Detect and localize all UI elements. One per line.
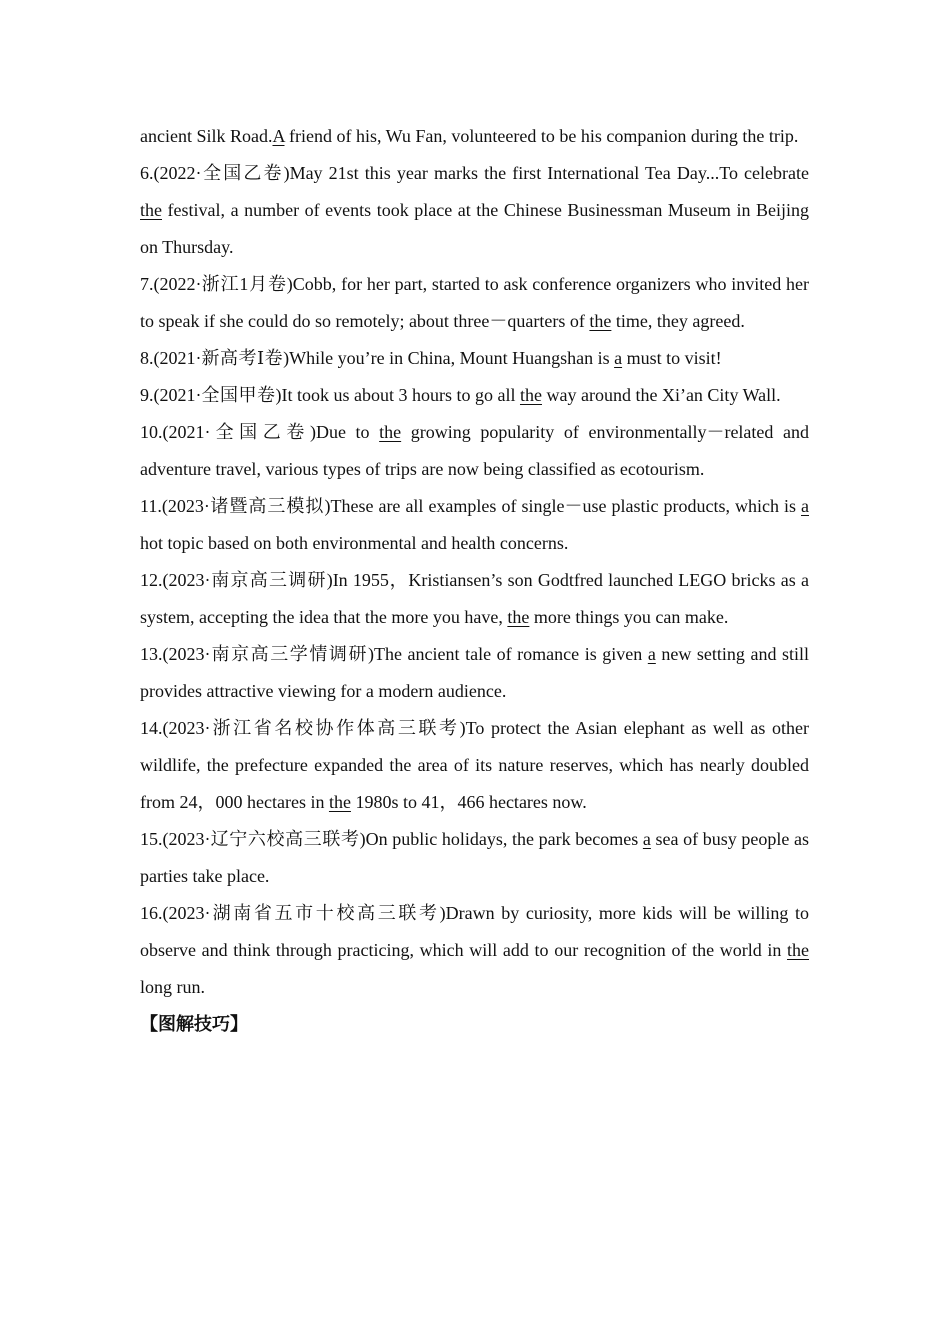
exercise-number: 6.(2022· (140, 163, 202, 183)
exercise-source: 诸暨高三模拟 (209, 496, 325, 516)
sentence-text-before: Due to (315, 422, 380, 442)
sentence-text-after: friend of his, Wu Fan, volunteered to be his companion during the trip. (284, 126, 799, 146)
exercise-source: 浙江1月卷 (201, 274, 287, 294)
exercise-13 (140, 636, 809, 710)
answer-blank: the (507, 607, 530, 627)
exercise-source: 全国乙卷 (210, 422, 310, 442)
sentence-text-before: May 21st this year marks the first International Tea Day...To celebrate (289, 163, 809, 183)
answer-blank: the (589, 311, 612, 331)
exercise-source: 全国乙卷 (201, 163, 284, 183)
sentence-text-before: Cobb, for her part, started to ask conference organizers who invited her to speak if she could do so remotely; about three－quarters of (140, 274, 810, 331)
sentence-text-after: long run. (140, 977, 205, 997)
answer-blank: A (272, 126, 285, 146)
exercise-number: 10.(2021· (140, 422, 211, 442)
exercise-number: 16.(2023· (140, 903, 211, 923)
sentence-text-after: festival, a number of events took place at the Chinese Businessman Museum in Beijing on Thursday. (140, 200, 809, 257)
answer-blank: the (787, 940, 809, 960)
exercise-source: 辽宁六校高三联考 (210, 829, 360, 849)
exercise-number: 13.(2023· (140, 644, 211, 664)
sentence-text-before: ancient Silk Road. (140, 126, 273, 146)
exercise-source: 新高考Ⅰ卷 (201, 348, 284, 368)
answer-blank: a (642, 829, 651, 849)
exercise-16 (140, 895, 809, 1006)
sentence-text-after: growing popularity of environmentally－related and adventure travel, various types of trips are now being classified as ecotourism. (140, 422, 809, 479)
exercise-source-close: ) (283, 348, 290, 368)
exercise-source-close: ) (368, 644, 375, 664)
exercise-source-close: ) (309, 422, 316, 442)
exercise-number: 11.(2023· (140, 496, 210, 516)
answer-blank: the (140, 200, 162, 220)
sentence-text-before: In 1955，Kristiansen’s son Godtfred launched LEGO bricks as a system, accepting the idea that the more you have, (140, 570, 809, 627)
sentence-text-before: On public holidays, the park becomes (365, 829, 643, 849)
sentence-text-after: sea of busy people as parties take place. (140, 829, 809, 886)
exercise-source-close: ) (275, 385, 282, 405)
sentence-text-before: It took us about 3 hours to go all (281, 385, 520, 405)
exercise-11 (140, 488, 809, 562)
answer-blank: the (519, 385, 542, 405)
answer-blank: a (647, 644, 656, 664)
exercise-source: 全国甲卷 (201, 385, 276, 405)
exercise-number: 12.(2023· (140, 570, 211, 590)
exercise-12 (140, 562, 809, 636)
exercise-number: 9.(2021· (140, 385, 202, 405)
sentence-text-before: The ancient tale of romance is given (374, 644, 648, 664)
sentence-text-before: Drawn by curiosity, more kids will be willing to observe and think through practicing, which will add to our recognition of the world in (140, 903, 809, 960)
exercise-number: 8.(2021· (140, 348, 202, 368)
exercise-5-continued (140, 118, 809, 155)
answer-blank: a (801, 496, 809, 516)
exercise-source: 南京高三调研 (210, 570, 327, 590)
exercise-15 (140, 821, 809, 895)
exercise-source-close: ) (283, 163, 290, 183)
answer-blank: a (614, 348, 623, 368)
exercise-number: 14.(2023· (140, 718, 211, 738)
sentence-text-before: While you’re in China, Mount Huangshan is (289, 348, 615, 368)
answer-blank: the (379, 422, 402, 442)
sentence-text-after: way around the Xi’an City Wall. (541, 385, 781, 405)
exercise-14 (140, 710, 809, 821)
exercise-source-close: ) (286, 274, 293, 294)
exercise-source: 浙江省名校协作体高三联考 (210, 718, 460, 738)
exercise-source: 南京高三学情调研 (210, 644, 369, 664)
exercise-10 (140, 414, 809, 488)
exercise-7 (140, 266, 809, 340)
exercise-source-close: ) (326, 570, 333, 590)
sentence-text-after: 1980s to 41，466 hectares now. (350, 792, 587, 812)
sentence-text-after: more things you can make. (529, 607, 729, 627)
answer-blank: the (328, 792, 351, 812)
exercise-8 (140, 340, 809, 377)
sentence-text-after: time, they agreed. (611, 311, 745, 331)
exercise-number: 15.(2023· (140, 829, 211, 849)
exercise-source-close: ) (324, 496, 331, 516)
document-page (140, 118, 809, 1043)
exercise-number: 7.(2022· (140, 274, 202, 294)
exercise-source-close: ) (459, 718, 466, 738)
exercise-6 (140, 155, 809, 266)
exercise-source-close: ) (359, 829, 366, 849)
sentence-text-after: new setting and still provides attractive viewing for a modern audience. (140, 644, 810, 701)
sentence-text-before: These are all examples of single－use plastic products, which is (330, 496, 801, 516)
sentence-text-after: must to visit! (622, 348, 722, 368)
sentence-text-before: To protect the Asian elephant as well as other wildlife, the prefecture expanded the area of its nature reserves, which has nearly doubled from 24，000 hectares in (140, 718, 810, 812)
exercise-source-close: ) (439, 903, 446, 923)
exercise-source: 湖南省五市十校高三联考 (210, 903, 440, 923)
exercise-9 (140, 377, 809, 414)
sentence-text-after: hot topic based on both environmental and health concerns. (140, 533, 569, 553)
section-heading: 【图解技巧】 (140, 1014, 248, 1035)
